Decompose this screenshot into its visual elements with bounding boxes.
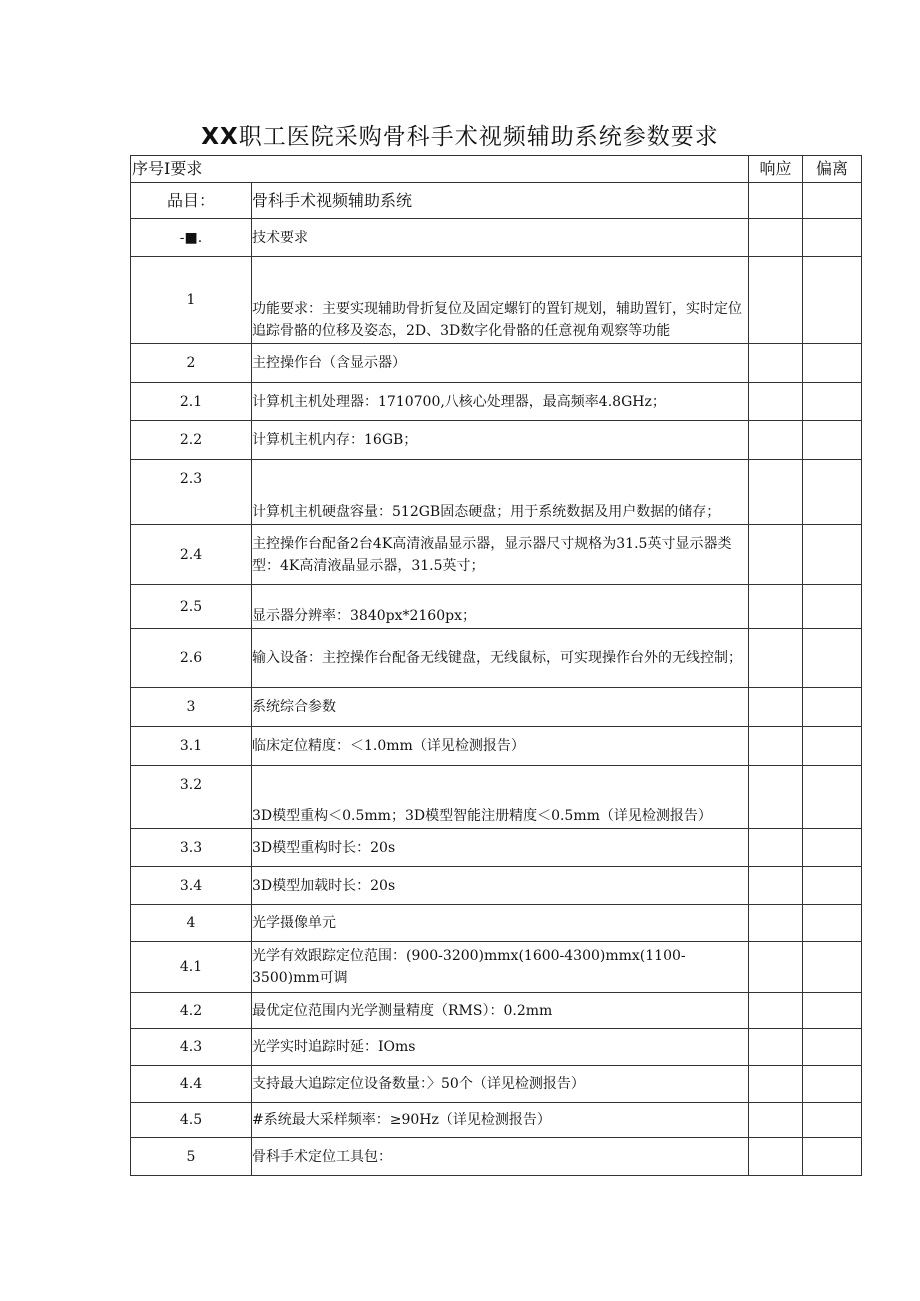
row-req: 技术要求 [252,219,749,257]
response-cell [749,257,803,344]
response-cell [749,525,803,585]
row-req: 计算机主机内存：16GB； [252,421,749,460]
row-req: 光学有效跟踪定位范围：(900-3200)mmx(1600-4300)mmx(1100-3500)mm可调 [252,942,749,993]
row-no: 3.1 [131,727,252,766]
title-main: 职工医院采购骨科手术视频辅助系统参数要求 [238,124,719,150]
row-req: 主控操作台配备2台4K高清液晶显示器，显示器尺寸规格为31.5英寸显示器类型：4K高清液晶显示器，31.5英寸； [252,525,749,585]
row-req: 功能要求：主要实现辅助骨折复位及固定螺钉的置钉规划，辅助置钉，实时定位追踪骨骼的位移及姿态，2D、3D数字化骨骼的任意视角观察等功能 [252,257,749,344]
row-no: 2.1 [131,383,252,421]
response-cell [749,867,803,905]
deviation-cell [803,219,862,257]
deviation-cell [803,905,862,942]
spec-table [130,155,862,1176]
table-row [131,1066,862,1103]
row-no: 2.3 [131,460,252,525]
row-req: 显示器分辨率：3840px*2160px； [252,585,749,629]
deviation-cell [803,344,862,383]
table-row [131,688,862,727]
response-cell [749,905,803,942]
row-req: 光学实时追踪时延：IOms [252,1029,749,1066]
response-cell [749,829,803,867]
table-row [131,585,862,629]
row-no: 4 [131,905,252,942]
row-no: 3.3 [131,829,252,867]
deviation-cell [803,383,862,421]
table-row [131,421,862,460]
row-no: 1 [131,257,252,344]
response-cell [749,1029,803,1066]
table-row [131,383,862,421]
row-no: 4.1 [131,942,252,993]
deviation-cell [803,1138,862,1176]
response-cell [749,383,803,421]
deviation-cell [803,867,862,905]
response-cell [749,344,803,383]
deviation-cell [803,421,862,460]
row-req: 骨科手术定位工具包： [252,1138,749,1176]
table-row [131,460,862,525]
deviation-cell [803,629,862,688]
row-no: 2.6 [131,629,252,688]
deviation-cell [803,585,862,629]
row-no: 3.2 [131,766,252,829]
row-req: 3D模型重构＜0.5mm；3D模型智能注册精度＜0.5mm（详见检测报告） [252,766,749,829]
table-header-row [131,156,862,183]
row-no: 2 [131,344,252,383]
table-row [131,905,862,942]
deviation-cell [803,829,862,867]
table-row [131,942,862,993]
response-cell [749,727,803,766]
table-row [131,867,862,905]
response-cell [749,219,803,257]
response-cell [749,766,803,829]
table-row [131,629,862,688]
deviation-cell [803,1103,862,1138]
table-row [131,829,862,867]
deviation-cell [803,1066,862,1103]
row-req: 计算机主机硬盘容量：512GB固态硬盘；用于系统数据及用户数据的储存； [252,460,749,525]
response-cell [749,942,803,993]
row-req: #系统最大采样频率：≥90Hz（详见检测报告） [252,1103,749,1138]
row-no: 4.4 [131,1066,252,1103]
row-req: 临床定位精度：＜1.0mm（详见检测报告） [252,727,749,766]
row-no: 5 [131,1138,252,1176]
deviation-cell [803,688,862,727]
row-no: 2.4 [131,525,252,585]
deviation-cell [803,1029,862,1066]
response-cell [749,629,803,688]
row-no: 4.5 [131,1103,252,1138]
header-seq-req: 序号I要求 [131,156,749,183]
row-req: 输入设备：主控操作台配备无线键盘，无线鼠标，可实现操作台外的无线控制； [252,629,749,688]
row-req: 最优定位范围内光学测量精度（RMS）：0.2mm [252,993,749,1029]
response-cell [749,183,803,219]
item-label: 品目： [131,183,252,219]
row-req: 光学摄像单元 [252,905,749,942]
row-req: 系统综合参数 [252,688,749,727]
row-no: 3.4 [131,867,252,905]
row-req: 3D模型加载时长：20s [252,867,749,905]
page-title [0,118,920,151]
table-row [131,219,862,257]
response-cell [749,585,803,629]
response-cell [749,460,803,525]
response-cell [749,421,803,460]
deviation-cell [803,460,862,525]
row-req: 支持最大追踪定位设备数量：〉50个（详见检测报告） [252,1066,749,1103]
deviation-cell [803,727,862,766]
item-row [131,183,862,219]
table-row [131,727,862,766]
header-deviation: 偏离 [803,156,862,183]
response-cell [749,1103,803,1138]
table-row [131,993,862,1029]
table-row [131,525,862,585]
deviation-cell [803,257,862,344]
response-cell [749,1138,803,1176]
table-row [131,344,862,383]
row-req: 计算机主机处理器：1710700,八核心处理器，最高频率4.8GHz； [252,383,749,421]
row-req: 主控操作台（含显示器） [252,344,749,383]
header-response: 响应 [749,156,803,183]
row-no: 4.3 [131,1029,252,1066]
row-no: 4.2 [131,993,252,1029]
title-prefix: XX [201,124,239,150]
table-row [131,257,862,344]
table-row [131,1029,862,1066]
row-no: 2.5 [131,585,252,629]
response-cell [749,688,803,727]
deviation-cell [803,942,862,993]
deviation-cell [803,525,862,585]
row-no: 3 [131,688,252,727]
deviation-cell [803,183,862,219]
item-value: 骨科手术视频辅助系统 [252,183,749,219]
table-row [131,766,862,829]
deviation-cell [803,993,862,1029]
row-no: 2.2 [131,421,252,460]
response-cell [749,1066,803,1103]
table-row [131,1103,862,1138]
row-no: -■. [131,219,252,257]
response-cell [749,993,803,1029]
row-req: 3D模型重构时长：20s [252,829,749,867]
deviation-cell [803,766,862,829]
table-row [131,1138,862,1176]
